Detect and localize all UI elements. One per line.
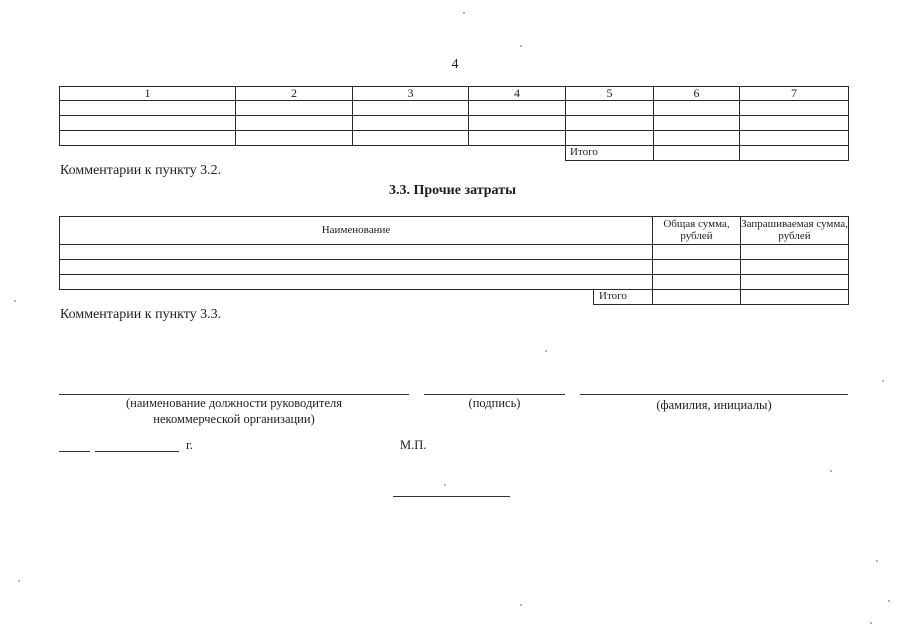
column-header: 4 [469, 87, 566, 101]
name-signature-line [580, 394, 848, 395]
column-header-requested: Запрашиваемая сумма, рублей [741, 217, 849, 245]
scan-speck [520, 604, 522, 606]
scan-speck [888, 600, 890, 602]
total-cell [741, 290, 849, 305]
scan-speck [18, 580, 20, 582]
scan-speck [830, 470, 832, 472]
section-title-3-3: 3.3. Прочие затраты [388, 183, 517, 198]
name-caption: (фамилия, инициалы) [656, 398, 772, 412]
table-3-3 [59, 216, 849, 305]
scan-speck [545, 350, 547, 352]
table-row [60, 275, 849, 290]
column-header-name: Наименование [60, 217, 653, 245]
column-header: 1 [60, 87, 236, 101]
separator-line [393, 496, 510, 497]
column-header: 6 [654, 87, 740, 101]
scan-speck [882, 380, 884, 382]
column-header: 3 [353, 87, 469, 101]
scan-speck [463, 12, 465, 14]
table-3-2 [59, 86, 849, 161]
column-header: 5 [566, 87, 654, 101]
table-header-row [60, 87, 849, 101]
signature-caption: (подпись) [468, 396, 521, 410]
scan-speck [876, 560, 878, 562]
scan-speck [870, 622, 872, 624]
column-header-total: Общая сумма, рублей [653, 217, 741, 245]
table-row [60, 245, 849, 260]
table-row [60, 101, 849, 116]
scan-speck [14, 300, 16, 302]
total-cell [654, 146, 740, 161]
comment-3-3: Комментарии к пункту 3.3. [60, 307, 222, 322]
column-header: 7 [740, 87, 849, 101]
table-row [60, 260, 849, 275]
table-header-row [60, 217, 849, 245]
column-header: 2 [236, 87, 353, 101]
date-month-line [95, 451, 179, 452]
total-label: Итого [594, 290, 653, 305]
date-day-line [59, 451, 90, 452]
table-row [60, 131, 849, 146]
total-cell [653, 290, 741, 305]
total-cell [740, 146, 849, 161]
table-row [60, 116, 849, 131]
seal-label: М.П. [400, 438, 427, 452]
page-number: 4 [451, 57, 459, 72]
total-row [60, 290, 849, 305]
position-caption-line: (наименование должности руководителя [126, 396, 342, 410]
position-caption-line: некоммерческой организации) [153, 412, 315, 427]
total-label: Итого [566, 146, 654, 161]
year-suffix: г. [186, 438, 193, 452]
comment-3-2: Комментарии к пункту 3.2. [60, 163, 222, 178]
scan-speck [520, 45, 522, 47]
scan-speck [444, 484, 446, 486]
position-caption [59, 395, 409, 428]
total-row [60, 146, 849, 161]
